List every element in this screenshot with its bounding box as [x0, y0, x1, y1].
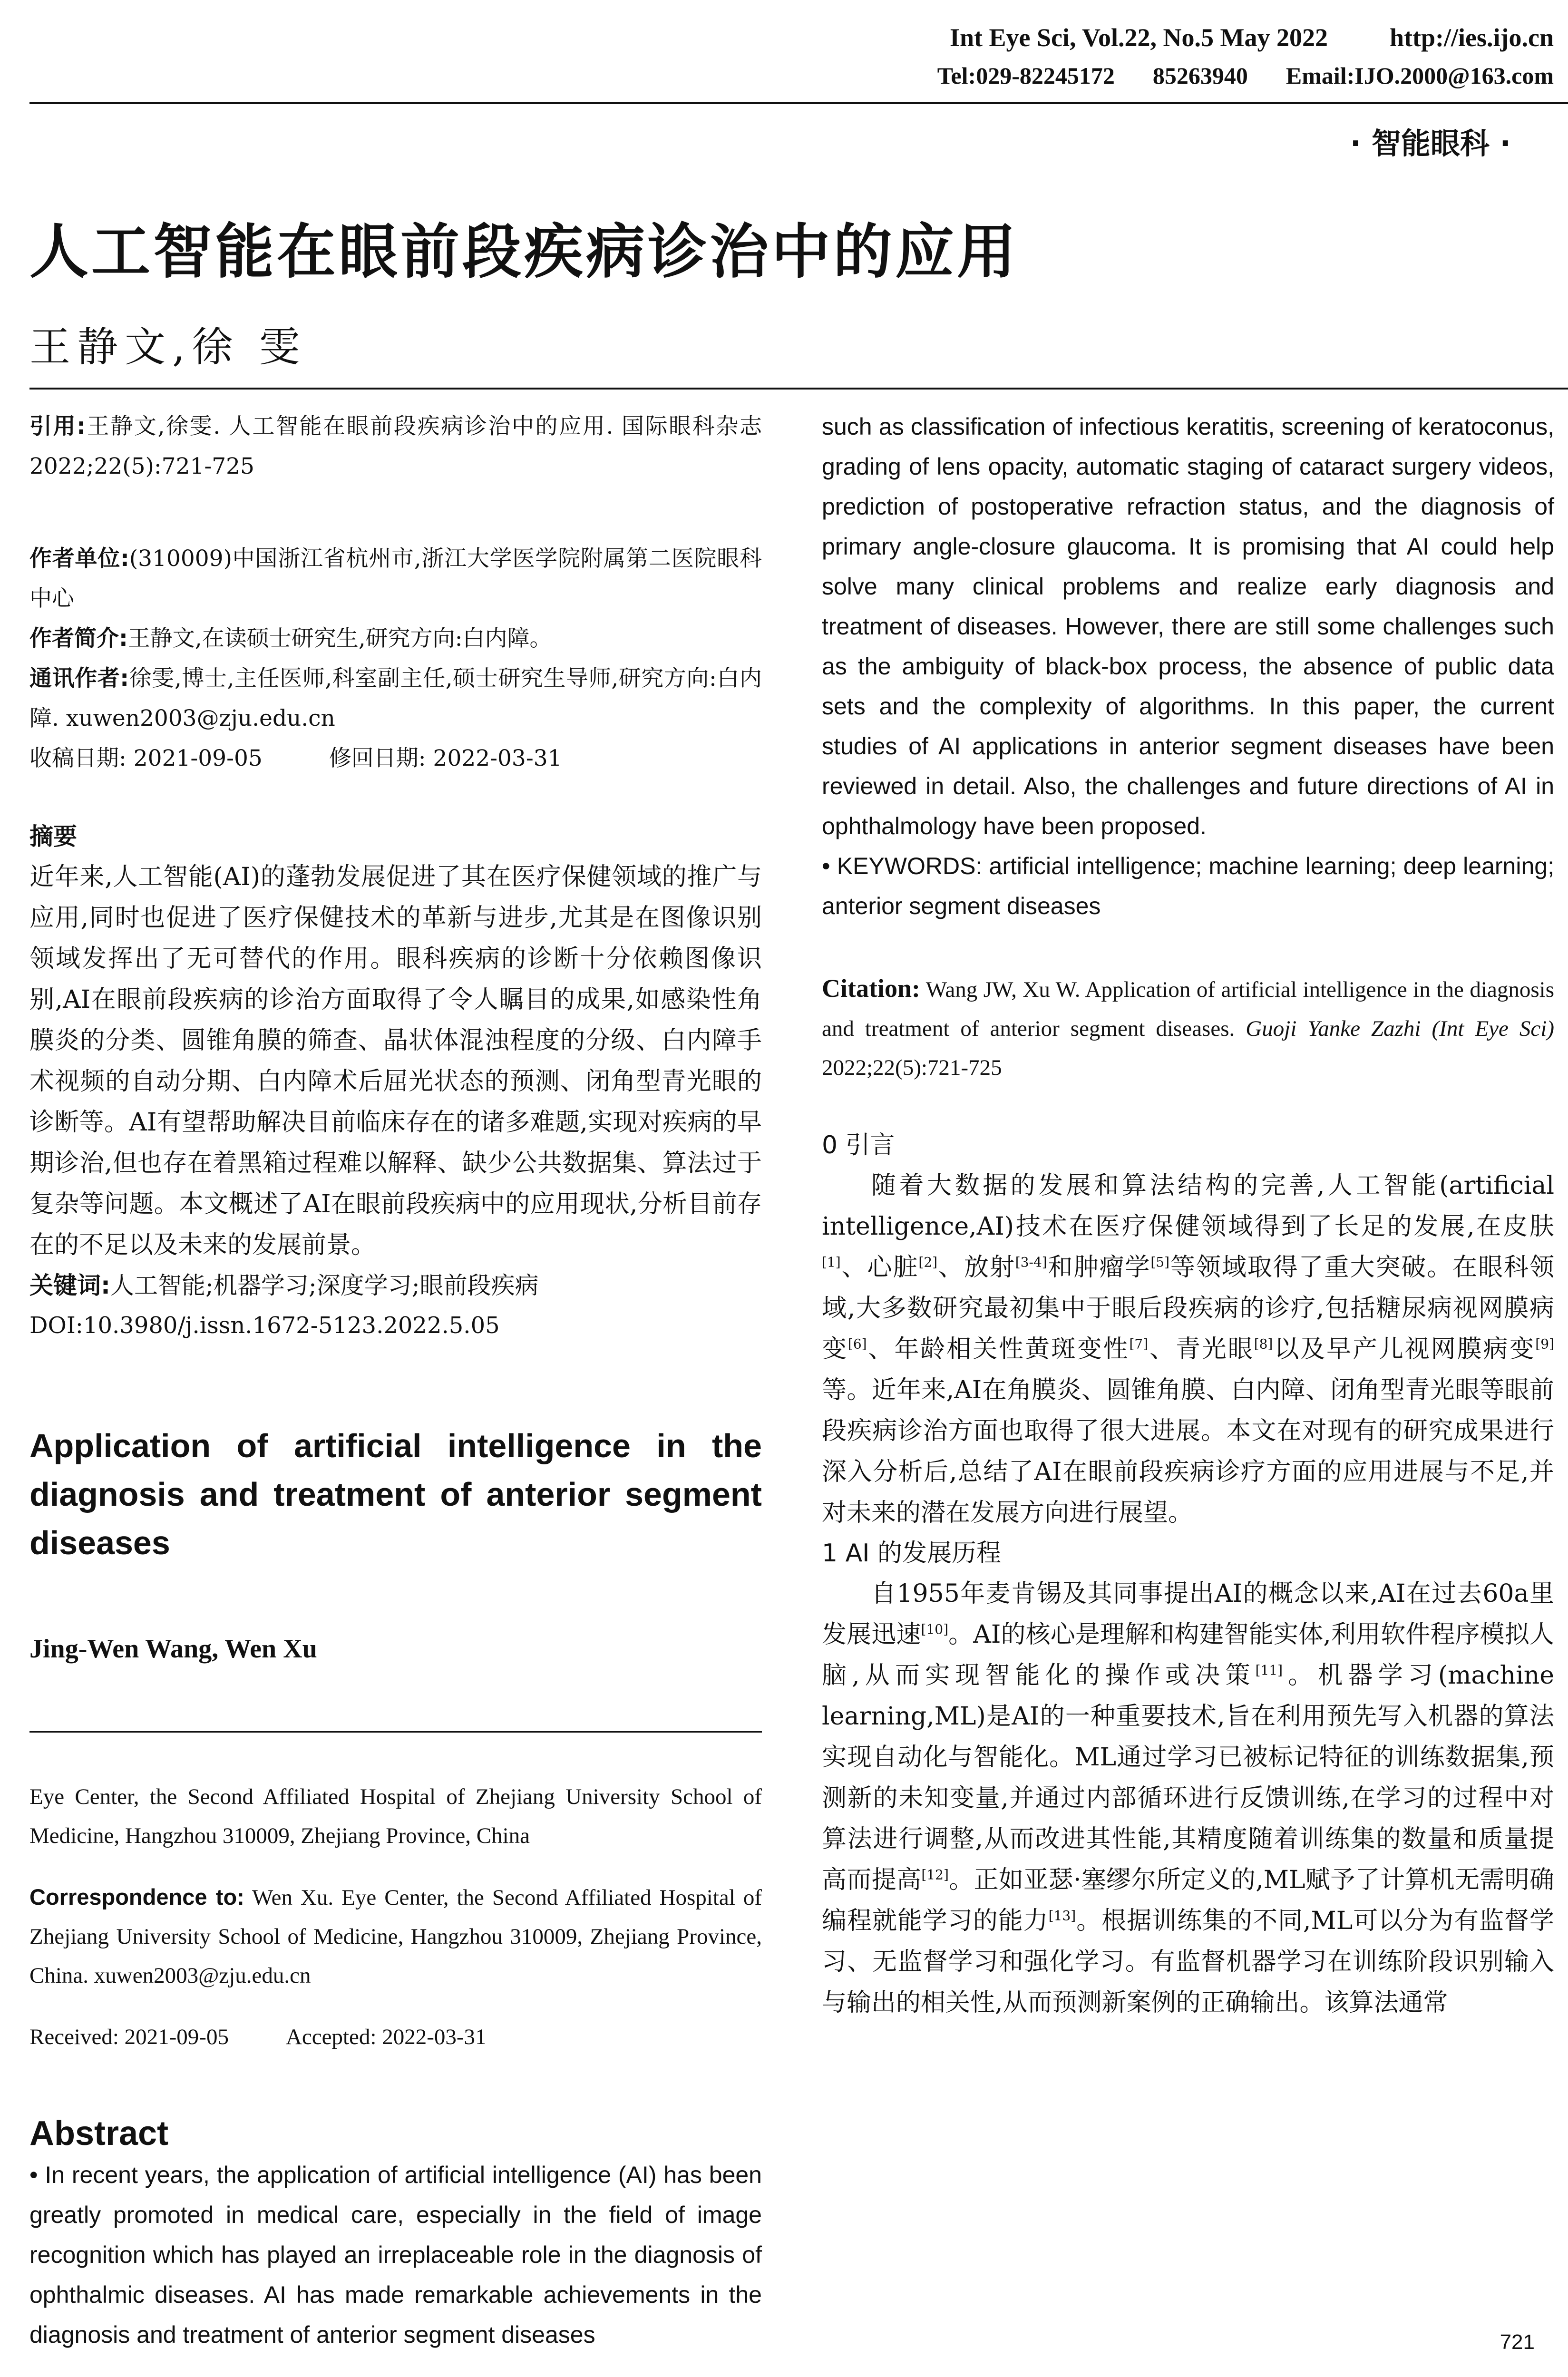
ref-11[interactable]: [11]: [1255, 1662, 1283, 1678]
abstract-en-part2: such as classification of infectious keratitis, screening of keratoconus, grading of lens opacity, automatic staging of cataract surgery videos, prediction of postoperative refraction status, and the diagnosis of primary angle-closure glaucoma. It is promising that AI could help solve many clinical problems and realize early diagnosis and treatment of diseases. However, there are still some challenges such as the ambiguity of black-box process, the absence of public data sets and the complexity of algorithms. In this paper, the current studies of AI applications in anterior segment diseases have been reviewed in detail. Also, the challenges and future directions of AI in ophthalmology have been proposed.: [822, 413, 1554, 839]
journal-tel: Tel:029-82245172: [937, 62, 1115, 89]
doi[interactable]: DOI:10.3980/j.issn.1672-5123.2022.5.05: [29, 1312, 500, 1339]
section-1-body: 自1955年麦肯锡及其同事提出AI的概念以来,AI在过去60a里发展迅速[10]。AI的核心是理解和构建智能实体,利用软件程序模拟人脑,从而实现智能化的操作或决策[11]。机器学习(machine learning,ML)是AI的一种重要技术,旨在利用预先写入机器的算法实现自动化与智能化。ML通过学习已被标记特征的训练数据集,预测新的未知变量,并通过内部循环进行反馈训练,在学习的过程中对算法进行调整,从而改进其性能,其精度随着训练集的数量和质量提高而提高[12]。正如亚瑟·塞缪尔所定义的,ML赋予了计算机无需明确编程就能学习的能力[13]。根据训练集的不同,ML可以分为有监督学习、无监督学习和强化学习。有监督机器学习在训练阶段识别输入与输出的相关性,从而预测新案例的正确输出。该算法通常: [822, 1579, 1555, 2017]
ref-10[interactable]: [10]: [921, 1621, 949, 1637]
author-bio-zh: 作者简介:王静文,在读硕士研究生,研究方向:白内障。: [29, 625, 552, 652]
keywords-zh: 关键词:人工智能;机器学习;深度学习;眼前段疾病: [29, 1272, 539, 1299]
section-1-heading: 1 AI 的发展历程: [822, 1539, 1002, 1568]
header-rule: [29, 102, 1568, 104]
abstract-en-part1: • In recent years, the application of artificial intelligence (AI) has been greatly promoted in medical care, especially in the field of image recognition which has played an irreplaceable role in the diagnosis of ophthalmic diseases. AI has made remarkable achievements in the diagnosis and treatment of anterior segment diseases: [29, 2162, 762, 2348]
affiliation-zh: 作者单位:(310009)中国浙江省杭州市,浙江大学医学院附属第二医院眼科中心: [29, 546, 762, 612]
article-authors: 王静文,徐 雯: [29, 323, 307, 371]
left-column-lower: [29, 1755, 762, 2355]
ref-1[interactable]: [1]: [822, 1254, 841, 1270]
ref-7[interactable]: [7]: [1129, 1336, 1149, 1352]
english-dates: Received: 2021-09-05 Accepted: 2022-03-31: [29, 2025, 487, 2049]
abstract-zh: 近年来,人工智能(AI)的蓬勃发展促进了其在医疗保健领域的推广与应用,同时也促进了医疗保健技术的革新与进步,尤其是在图像识别领域发挥出了无可替代的作用。眼科疾病的诊断十分依赖图像识别,AI在眼前段疾病的诊治方面取得了令人瞩目的成果,如感染性角膜炎的分类、圆锥角膜的筛查、晶状体混浊程度的分级、白内障手术视频的自动分期、白内障术后屈光状态的预测、闭角型青光眼的诊断等。AI有望帮助解决目前临床存在的诸多难题,实现对疾病的早期诊治,但也存在着黑箱过程难以解释、缺少公共数据集、算法过于复杂等问题。本文概述了AI在眼前段疾病中的应用现状,分析目前存在的不足以及未来的发展前景。: [29, 863, 762, 1259]
right-column: [822, 407, 1554, 2023]
ref-12[interactable]: [12]: [921, 1867, 949, 1883]
title-rule: [29, 388, 1568, 390]
english-affiliation: Eye Center, the Second Affiliated Hospital of Zhejiang University School of Medicine, Hangzhou 310009, Zhejiang Province, China: [29, 1784, 762, 1848]
citation-zh: 引用:王静文,徐雯. 人工智能在眼前段疾病诊治中的应用. 国际眼科杂志 2022;22(5):721-725: [29, 413, 762, 479]
ref-13[interactable]: [13]: [1048, 1908, 1076, 1924]
section-0-heading: 0 引言: [822, 1131, 895, 1159]
keywords-en: • KEYWORDS: artificial intelligence; machine learning; deep learning; anterior segment diseases: [822, 853, 1554, 919]
ref-9[interactable]: [9]: [1535, 1336, 1554, 1352]
english-correspondence: Correspondence to: Wen Xu. Eye Center, the Second Affiliated Hospital of Zhejiang University School of Medicine, Hangzhou 310009, Zhejiang Province, China. xuwen2003@zju.edu.cn: [29, 1884, 762, 1988]
journal-header-line2: [937, 62, 1554, 89]
ref-2[interactable]: [2]: [918, 1254, 938, 1270]
journal-email[interactable]: Email:IJO.2000@163.com: [1286, 62, 1554, 89]
citation-en: Citation: Wang JW, Xu W. Application of artificial intelligence in the diagnosis and treatment of anterior segment diseases. Guoji Yanke Zazhi (Int Eye Sci) 2022;22(5):721-725: [822, 974, 1554, 1080]
journal-url[interactable]: http://ies.ijo.cn: [1390, 23, 1554, 52]
page-number: 721: [1500, 2330, 1535, 2354]
affiliation-rule: [29, 1731, 762, 1733]
abstract-heading-zh: 摘要: [29, 823, 77, 850]
correspondence-zh: 通讯作者:徐雯,博士,主任医师,科室副主任,硕士研究生导师,研究方向:白内障. xuwen2003@zju.edu.cn: [29, 665, 762, 731]
dates-zh: 收稿日期: 2021-09-05 修回日期: 2022-03-31: [29, 745, 562, 771]
ref-8[interactable]: [8]: [1254, 1336, 1273, 1352]
section-tag: · 智能眼科 ·: [1350, 126, 1511, 161]
section-0-body: 随着大数据的发展和算法结构的完善,人工智能(artificial intelligence,AI)技术在医疗保健领域得到了长足的发展,在皮肤[1]、心脏[2]、放射[3-4]和肿瘤学[5]等领域取得了重大突破。在眼科领域,大多数研究最初集中于眼后段疾病的诊疗,包括糖尿病视网膜病变[6]、年龄相关性黄斑变性[7]、青光眼[8]以及早产儿视网膜病变[9]等。近年来,AI在角膜炎、圆锥角膜、白内障、闭角型青光眼等眼前段疾病诊治方面也取得了很大进展。本文在对现有的研究成果进行深入分析后,总结了AI在眼前段疾病诊疗方面的应用进展与不足,并对未来的潜在发展方向进行展望。: [822, 1171, 1554, 1527]
abstract-heading-en: Abstract: [29, 2114, 169, 2153]
english-authors: Jing-Wen Wang, Wen Xu: [29, 1634, 317, 1664]
journal-citation: Int Eye Sci, Vol.22, No.5 May 2022: [949, 23, 1328, 52]
english-title: Application of artificial intelligence in the diagnosis and treatment of anterior segment diseases: [29, 1427, 762, 1561]
left-column: [29, 407, 762, 1669]
journal-tel2: 85263940: [1152, 62, 1248, 89]
ref-3-4[interactable]: [3-4]: [1015, 1254, 1047, 1270]
ref-5[interactable]: [5]: [1150, 1254, 1170, 1270]
journal-header-line1: [950, 23, 1554, 52]
article-title: 人工智能在眼前段疾病诊治中的应用: [29, 218, 1019, 286]
ref-6[interactable]: [6]: [847, 1336, 867, 1352]
